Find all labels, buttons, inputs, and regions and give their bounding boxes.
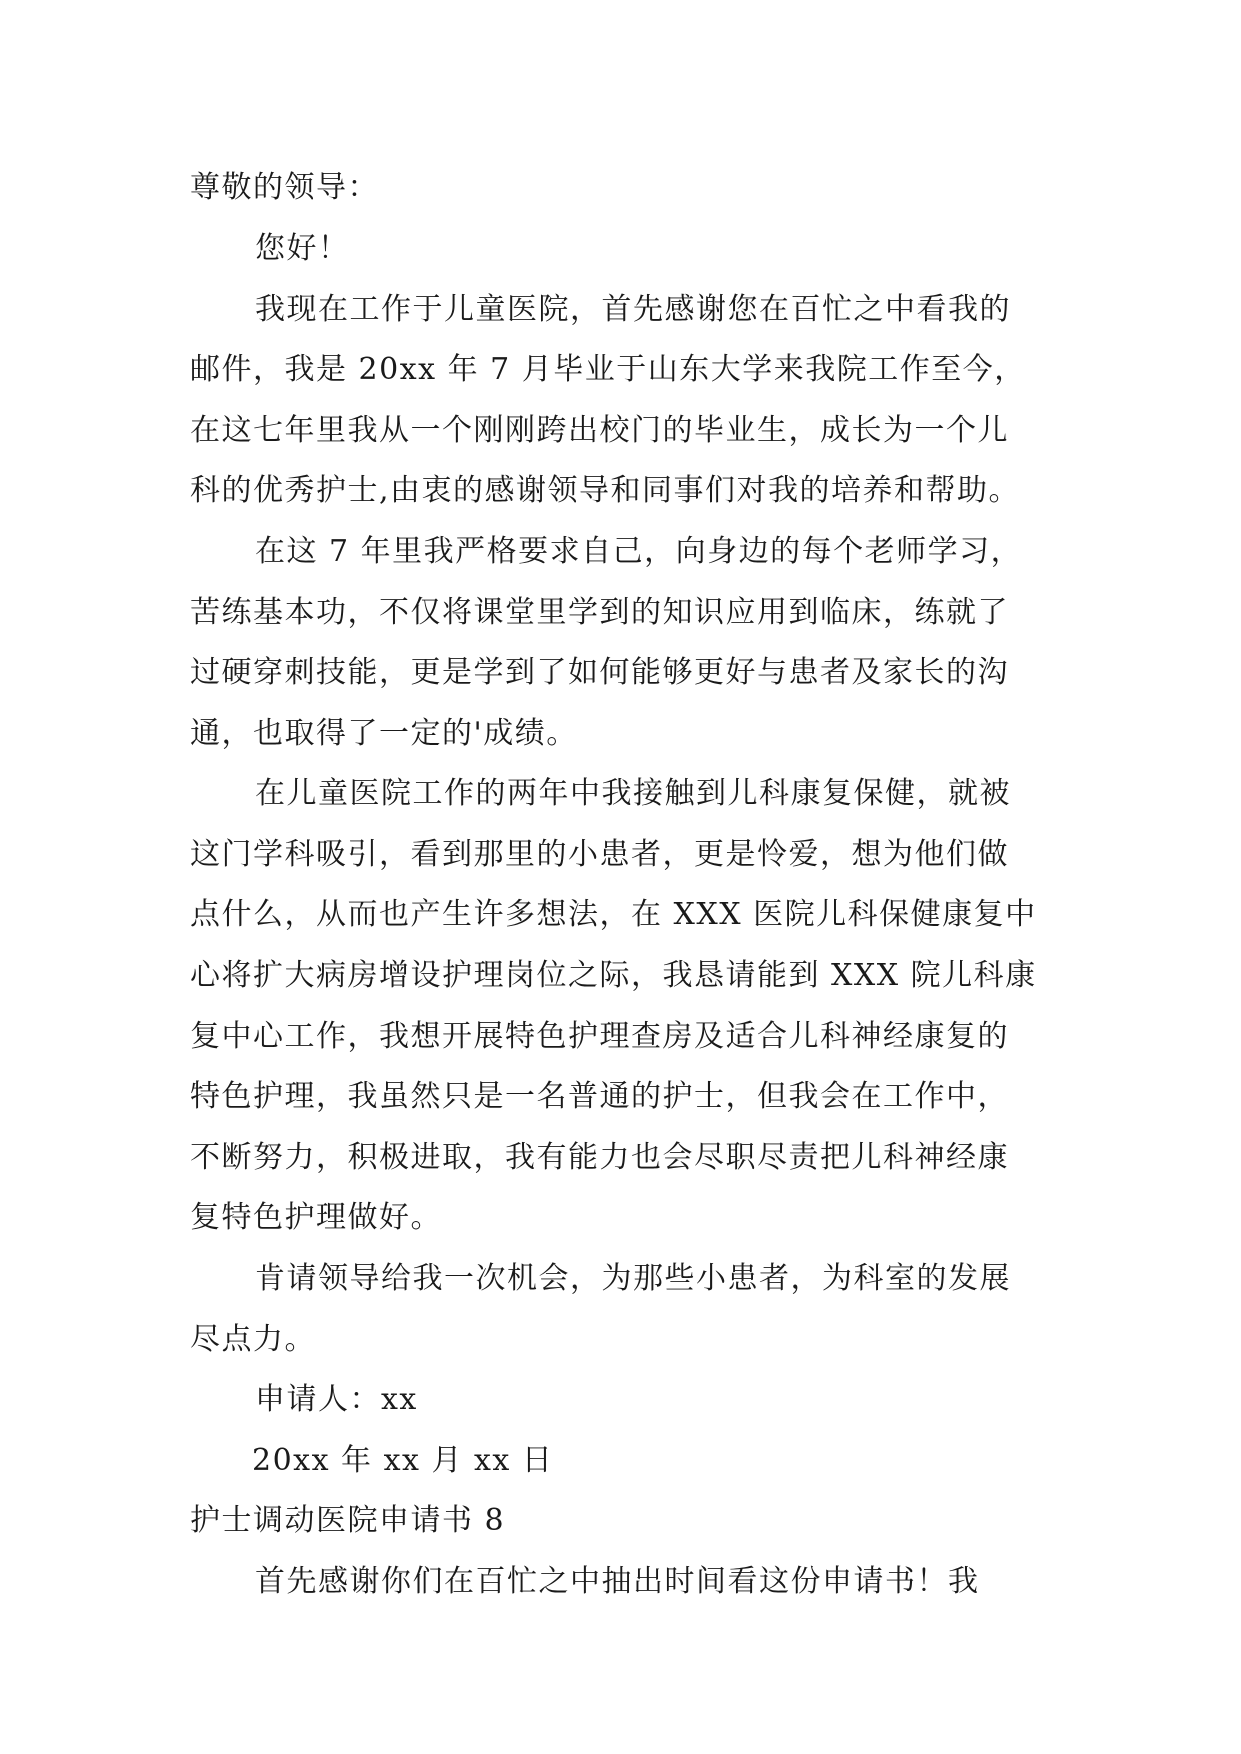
body-line: 在这七年里我从一个刚刚跨出校门的毕业生，成长为一个儿 [190, 413, 1009, 448]
body-line: 特色护理，我虽然只是一名普通的护士，但我会在工作中， [190, 1079, 1009, 1114]
body-line: 不断努力，积极进取，我有能力也会尽职尽责把儿科神经康 [190, 1140, 1009, 1175]
body-line: 邮件，我是 20xx 年 7 月毕业于山东大学来我院工作至今， [190, 352, 1026, 387]
body-line: 在儿童医院工作的两年中我接触到儿科康复保健，就被 [255, 776, 1011, 811]
body-line: 复特色护理做好。 [190, 1200, 442, 1235]
signature-applicant: 申请人：xx [255, 1382, 418, 1417]
body-line: 在这 7 年里我严格要求自己，向身边的每个老师学习， [255, 534, 1023, 569]
body-line: 首先感谢你们在百忙之中抽出时间看这份申请书！我 [255, 1564, 980, 1599]
signature-date: 20xx 年 xx 月 xx 日 [252, 1443, 554, 1478]
body-line: 这门学科吸引，看到那里的小患者，更是怜爱，想为他们做 [190, 837, 1009, 872]
section-heading: 护士调动医院申请书 8 [190, 1503, 506, 1538]
body-line: 我现在工作于儿童医院，首先感谢您在百忙之中看我的 [255, 292, 1011, 327]
body-line: 复中心工作，我想开展特色护理查房及适合儿科神经康复的 [190, 1019, 1009, 1054]
body-line: 通，也取得了一定的'成绩。 [190, 716, 578, 751]
body-line: 苦练基本功，不仅将课堂里学到的知识应用到临床，练就了 [190, 595, 1009, 630]
body-line: 过硬穿刺技能，更是学到了如何能够更好与患者及家长的沟 [190, 655, 1009, 690]
body-line: 尽点力。 [190, 1322, 316, 1357]
salutation: 尊敬的领导： [190, 170, 379, 205]
body-line: 科的优秀护士,由衷的感谢领导和同事们对我的培养和帮助。 [190, 473, 1021, 508]
body-line: 心将扩大病房增设护理岗位之际，我恳请能到 XXX 院儿科康 [190, 958, 1037, 993]
body-line: 点什么，从而也产生许多想法，在 XXX 医院儿科保健康复中 [190, 897, 1037, 932]
body-line: 肯请领导给我一次机会，为那些小患者，为科室的发展 [255, 1261, 1011, 1296]
greeting: 您好！ [255, 231, 350, 266]
